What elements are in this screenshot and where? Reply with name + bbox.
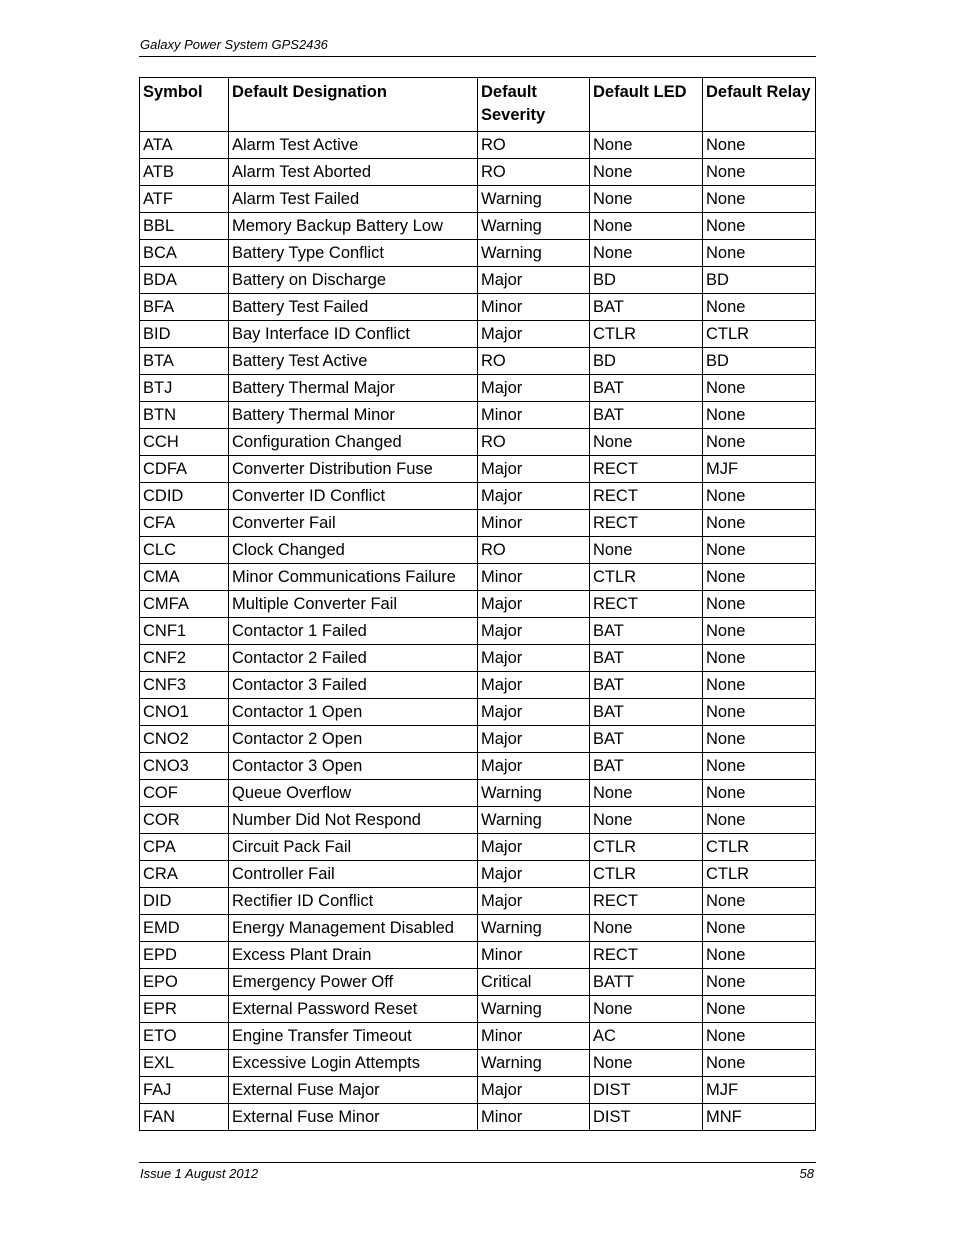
severity-cell: Major [478,861,590,888]
table-row [140,699,816,726]
table-row [140,537,816,564]
led-cell: BAT [590,618,703,645]
led-cell: DIST [590,1077,703,1104]
designation-cell: External Password Reset [229,996,478,1023]
led-cell: BAT [590,402,703,429]
designation-cell: Contactor 1 Failed [229,618,478,645]
led-cell: BAT [590,726,703,753]
symbol-cell: BTN [140,402,229,429]
table-row [140,240,816,267]
relay-cell: None [703,753,816,780]
severity-cell: Warning [478,1050,590,1077]
table-row [140,1077,816,1104]
severity-cell: Major [478,726,590,753]
designation-cell: Contactor 2 Failed [229,645,478,672]
severity-cell: Major [478,618,590,645]
relay-cell: MJF [703,1077,816,1104]
symbol-cell: CNO2 [140,726,229,753]
designation-cell: Contactor 3 Open [229,753,478,780]
severity-cell: Major [478,753,590,780]
column-header-severity: Default Severity [478,78,590,132]
table-body [140,132,816,1131]
relay-cell: None [703,510,816,537]
table-row [140,834,816,861]
designation-cell: Multiple Converter Fail [229,591,478,618]
symbol-cell: ATA [140,132,229,159]
symbol-cell: ETO [140,1023,229,1050]
designation-cell: Engine Transfer Timeout [229,1023,478,1050]
relay-cell: None [703,537,816,564]
severity-cell: Major [478,699,590,726]
table-row [140,645,816,672]
led-cell: None [590,186,703,213]
relay-cell: None [703,807,816,834]
table-row [140,510,816,537]
table-row [140,915,816,942]
table-row [140,888,816,915]
relay-cell: None [703,888,816,915]
designation-cell: Contactor 1 Open [229,699,478,726]
relay-cell: CTLR [703,861,816,888]
led-cell: None [590,780,703,807]
symbol-cell: BFA [140,294,229,321]
symbol-cell: EMD [140,915,229,942]
table-row [140,132,816,159]
table-row [140,402,816,429]
symbol-cell: FAN [140,1104,229,1131]
relay-cell: None [703,726,816,753]
table-row [140,1050,816,1077]
symbol-cell: CNF3 [140,672,229,699]
table-row [140,942,816,969]
led-cell: None [590,213,703,240]
designation-cell: Alarm Test Active [229,132,478,159]
led-cell: None [590,537,703,564]
severity-cell: Minor [478,1023,590,1050]
designation-cell: Contactor 2 Open [229,726,478,753]
designation-cell: Battery on Discharge [229,267,478,294]
symbol-cell: CPA [140,834,229,861]
designation-cell: Rectifier ID Conflict [229,888,478,915]
relay-cell: None [703,996,816,1023]
severity-cell: Major [478,1077,590,1104]
designation-cell: External Fuse Major [229,1077,478,1104]
table-row [140,348,816,375]
relay-cell: None [703,213,816,240]
table-row [140,564,816,591]
severity-cell: Critical [478,969,590,996]
symbol-cell: EPD [140,942,229,969]
severity-cell: RO [478,537,590,564]
led-cell: BAT [590,645,703,672]
table-row [140,1104,816,1131]
led-cell: RECT [590,510,703,537]
relay-cell: None [703,915,816,942]
led-cell: AC [590,1023,703,1050]
led-cell: BAT [590,294,703,321]
relay-cell: MJF [703,456,816,483]
relay-cell: None [703,429,816,456]
designation-cell: Emergency Power Off [229,969,478,996]
relay-cell: None [703,159,816,186]
severity-cell: Minor [478,1104,590,1131]
relay-cell: None [703,672,816,699]
severity-cell: Major [478,672,590,699]
table-row [140,591,816,618]
designation-cell: Queue Overflow [229,780,478,807]
symbol-cell: CDID [140,483,229,510]
symbol-cell: EPO [140,969,229,996]
relay-cell: None [703,483,816,510]
relay-cell: None [703,402,816,429]
footer-rule [139,1162,816,1163]
relay-cell: None [703,699,816,726]
running-header: Galaxy Power System GPS2436 [140,37,328,52]
alarm-defaults-table [139,77,816,1131]
relay-cell: None [703,186,816,213]
designation-cell: Configuration Changed [229,429,478,456]
severity-cell: RO [478,429,590,456]
table-row [140,861,816,888]
table-row [140,429,816,456]
symbol-cell: CMA [140,564,229,591]
relay-cell: None [703,294,816,321]
relay-cell: None [703,564,816,591]
severity-cell: Warning [478,780,590,807]
severity-cell: Minor [478,294,590,321]
severity-cell: Minor [478,402,590,429]
designation-cell: Converter ID Conflict [229,483,478,510]
severity-cell: Major [478,591,590,618]
table-row [140,726,816,753]
table-row [140,996,816,1023]
led-cell: None [590,429,703,456]
led-cell: CTLR [590,861,703,888]
relay-cell: None [703,240,816,267]
relay-cell: None [703,645,816,672]
severity-cell: Warning [478,915,590,942]
relay-cell: None [703,375,816,402]
table-row [140,483,816,510]
designation-cell: Converter Fail [229,510,478,537]
table-row [140,618,816,645]
designation-cell: Clock Changed [229,537,478,564]
relay-cell: BD [703,348,816,375]
led-cell: BAT [590,672,703,699]
severity-cell: Warning [478,186,590,213]
symbol-cell: CNO1 [140,699,229,726]
led-cell: BD [590,267,703,294]
severity-cell: Warning [478,213,590,240]
symbol-cell: BDA [140,267,229,294]
column-header-relay: Default Relay [703,78,816,132]
severity-cell: Major [478,321,590,348]
led-cell: None [590,132,703,159]
symbol-cell: COR [140,807,229,834]
led-cell: BATT [590,969,703,996]
designation-cell: Circuit Pack Fail [229,834,478,861]
designation-cell: Bay Interface ID Conflict [229,321,478,348]
relay-cell: CTLR [703,834,816,861]
led-cell: BAT [590,699,703,726]
designation-cell: Alarm Test Failed [229,186,478,213]
led-cell: None [590,1050,703,1077]
symbol-cell: DID [140,888,229,915]
led-cell: DIST [590,1104,703,1131]
symbol-cell: CDFA [140,456,229,483]
symbol-cell: COF [140,780,229,807]
led-cell: RECT [590,942,703,969]
symbol-cell: BBL [140,213,229,240]
table-row [140,213,816,240]
table-row [140,159,816,186]
relay-cell: None [703,1023,816,1050]
table-row [140,753,816,780]
symbol-cell: EPR [140,996,229,1023]
table-row [140,294,816,321]
symbol-cell: BTA [140,348,229,375]
designation-cell: Battery Thermal Minor [229,402,478,429]
symbol-cell: CNF1 [140,618,229,645]
severity-cell: Major [478,645,590,672]
table-row [140,807,816,834]
column-header-designation: Default Designation [229,78,478,132]
header-rule [139,56,816,57]
symbol-cell: ATF [140,186,229,213]
symbol-cell: CMFA [140,591,229,618]
severity-cell: Major [478,834,590,861]
relay-cell: MNF [703,1104,816,1131]
symbol-cell: CFA [140,510,229,537]
designation-cell: External Fuse Minor [229,1104,478,1131]
severity-cell: RO [478,132,590,159]
symbol-cell: ATB [140,159,229,186]
severity-cell: Minor [478,510,590,537]
led-cell: None [590,807,703,834]
designation-cell: Energy Management Disabled [229,915,478,942]
severity-cell: Warning [478,807,590,834]
relay-cell: None [703,942,816,969]
table-row [140,321,816,348]
led-cell: RECT [590,888,703,915]
severity-cell: Warning [478,240,590,267]
severity-cell: Major [478,456,590,483]
led-cell: None [590,996,703,1023]
symbol-cell: CCH [140,429,229,456]
designation-cell: Converter Distribution Fuse [229,456,478,483]
column-header-led: Default LED [590,78,703,132]
table-row [140,267,816,294]
designation-cell: Number Did Not Respond [229,807,478,834]
table-row [140,186,816,213]
led-cell: BAT [590,753,703,780]
designation-cell: Excess Plant Drain [229,942,478,969]
severity-cell: Minor [478,942,590,969]
table-row [140,780,816,807]
led-cell: CTLR [590,564,703,591]
designation-cell: Contactor 3 Failed [229,672,478,699]
led-cell: CTLR [590,834,703,861]
column-header-symbol: Symbol [140,78,229,132]
led-cell: CTLR [590,321,703,348]
relay-cell: CTLR [703,321,816,348]
led-cell: RECT [590,591,703,618]
symbol-cell: FAJ [140,1077,229,1104]
designation-cell: Controller Fail [229,861,478,888]
relay-cell: None [703,780,816,807]
designation-cell: Excessive Login Attempts [229,1050,478,1077]
symbol-cell: CLC [140,537,229,564]
symbol-cell: CRA [140,861,229,888]
relay-cell: None [703,132,816,159]
table-row [140,375,816,402]
designation-cell: Battery Thermal Major [229,375,478,402]
led-cell: BD [590,348,703,375]
led-cell: BAT [590,375,703,402]
footer-issue: Issue 1 August 2012 [140,1166,259,1181]
severity-cell: Major [478,888,590,915]
relay-cell: None [703,1050,816,1077]
severity-cell: Minor [478,564,590,591]
designation-cell: Battery Test Active [229,348,478,375]
symbol-cell: CNO3 [140,753,229,780]
designation-cell: Battery Test Failed [229,294,478,321]
symbol-cell: EXL [140,1050,229,1077]
symbol-cell: BTJ [140,375,229,402]
severity-cell: RO [478,348,590,375]
designation-cell: Alarm Test Aborted [229,159,478,186]
relay-cell: None [703,591,816,618]
symbol-cell: BCA [140,240,229,267]
designation-cell: Memory Backup Battery Low [229,213,478,240]
led-cell: None [590,915,703,942]
designation-cell: Minor Communications Failure [229,564,478,591]
relay-cell: BD [703,267,816,294]
severity-cell: Major [478,483,590,510]
relay-cell: None [703,618,816,645]
designation-cell: Battery Type Conflict [229,240,478,267]
led-cell: None [590,240,703,267]
symbol-cell: BID [140,321,229,348]
symbol-cell: CNF2 [140,645,229,672]
table-row [140,1023,816,1050]
table-row [140,456,816,483]
led-cell: None [590,159,703,186]
relay-cell: None [703,969,816,996]
severity-cell: Major [478,375,590,402]
page-number: 58 [799,1166,814,1181]
table-row [140,969,816,996]
table-row [140,672,816,699]
table-header-row [140,78,816,132]
led-cell: RECT [590,456,703,483]
severity-cell: Warning [478,996,590,1023]
severity-cell: RO [478,159,590,186]
led-cell: RECT [590,483,703,510]
severity-cell: Major [478,267,590,294]
